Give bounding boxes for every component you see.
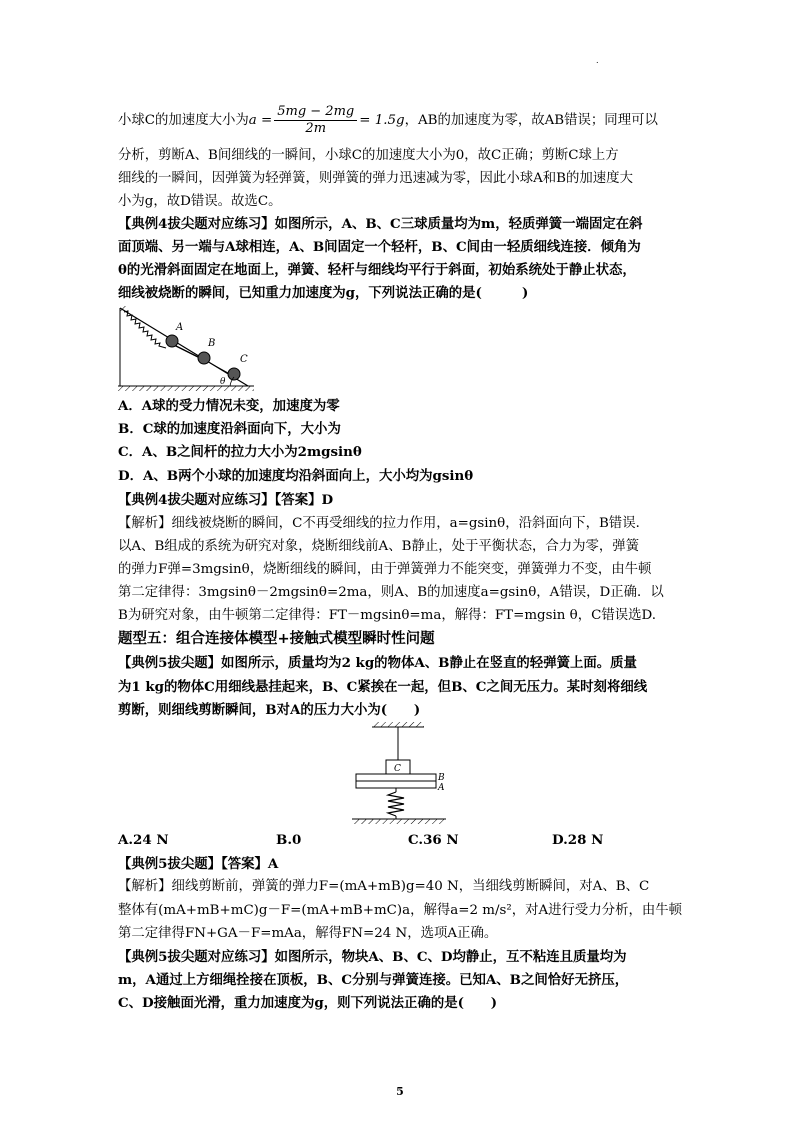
label-a: A: [176, 322, 184, 333]
analysis-line: 【解析】细线被烧断的瞬间，C不再受细线的拉力作用，a=gsinθ，沿斜面向下，B错误．: [118, 516, 649, 531]
corner-mark: .: [596, 56, 599, 65]
option-b-5: B.0: [276, 832, 302, 848]
option-a: A．A球的受力情况未变，加速度为零: [118, 398, 340, 414]
question-line: 【典例5拔尖题】如图所示，质量均为2 kg的物体A、B静止在竖直的轻弹簧上面。质量: [118, 655, 637, 671]
option-a-5: A.24 N: [118, 832, 169, 848]
option-c-5: C.36 N: [408, 832, 459, 848]
option-b: B．C球的加速度沿斜面向下，大小为: [118, 421, 341, 437]
spring-figure: [350, 722, 460, 828]
analysis-line: B为研究对象，由牛顿第二定律得：FT－mgsinθ=ma，解得：FT=mgsin θ，C错误选D.: [118, 608, 657, 623]
formula-rhs: = 1.5g: [359, 113, 405, 128]
question-line: θ的光滑斜面固定在地面上，弹簧、轻杆与细线均平行于斜面，初始系统处于静止状态，: [118, 262, 636, 278]
option-d: D．A、B两个小球的加速度均沿斜面向上，大小均为gsinθ: [118, 468, 474, 484]
text-line: 小为g，故D错误。故选C。: [118, 194, 282, 209]
solution-line-fraction: [118, 104, 658, 137]
text-line: 分析，剪断A、B间细线的一瞬间，小球C的加速度大小为0，故C正确；剪断C球上方: [118, 148, 619, 163]
question-line: 【典例4拔尖题对应练习】如图所示，A、B、C三球质量均为m，轻质弹簧一端固定在斜: [118, 216, 643, 232]
option-d-5: D.28 N: [552, 832, 604, 848]
label-c: C: [394, 764, 401, 774]
question-line: 为1 kg的物体C用细线悬挂起来，B、C紧挨在一起，但B、C之间无压力。某时刻将细线: [118, 679, 648, 695]
analysis-line: 整体有(mA+mB+mC)g－F=(mA+mB+mC)a，解得a=2 m/s²，对A进行受力分析，由牛顿: [118, 903, 683, 918]
answer-line: 【典例4拔尖题对应练习】【答案】D: [118, 492, 334, 508]
text-suffix: ，AB的加速度为零，故AB错误；同理可以: [404, 113, 658, 128]
analysis-line: 第二定律得：3mgsinθ－2mgsinθ=2ma，则A、B的加速度a=gsinθ，A错误，D正确．以: [118, 585, 664, 600]
analysis-line: 【解析】细线剪断前，弹簧的弹力F=(mA+mB)g=40 N，当细线剪断瞬间，对A、B、C: [118, 879, 650, 894]
question-line: C、D接触面光滑，重力加速度为g，则下列说法正确的是( ): [118, 995, 498, 1011]
section-heading: 题型五：组合连接体模型+接触式模型瞬时性问题: [118, 631, 435, 647]
analysis-line: 的弹力F弹=3mgsinθ，烧断细线的瞬间，由于弹簧弹力不能突变，弹簧弹力不变，由牛顿: [118, 562, 652, 577]
fraction-numerator: 5mg − 2mg: [274, 104, 357, 121]
option-c: C．A、B之间杆的拉力大小为2mgsinθ: [118, 444, 362, 460]
incline-figure: [118, 306, 258, 396]
question-line: 剪断，则细线剪断瞬间，B对A的压力大小为( ): [118, 702, 421, 718]
analysis-line: 第二定律得FN+GA－F=mAa，解得FN=24 N，选项A正确。: [118, 926, 498, 941]
text-prefix: 小球C的加速度大小为: [118, 113, 249, 128]
label-b: B: [438, 773, 445, 783]
question-line: 【典例5拔尖题对应练习】如图所示，物块A、B、C、D均静止，互不粘连且质量均为: [118, 949, 627, 965]
question-line: 细线被烧断的瞬间，已知重力加速度为g，下列说法正确的是( ): [118, 285, 529, 301]
question-line: 面顶端、另一端与A球相连，A、B间固定一个轻杆，B、C间由一轻质细线连接．倾角为: [118, 239, 641, 255]
fraction: [274, 104, 357, 137]
label-a: A: [438, 783, 445, 793]
fraction-denominator: 2m: [305, 121, 327, 136]
answer-line: 【典例5拔尖题】【答案】A: [118, 856, 279, 872]
label-b: B: [208, 338, 216, 349]
formula-lhs: a =: [248, 113, 273, 128]
label-c: C: [240, 354, 248, 365]
question-line: m，A通过上方细绳拴接在顶板，B、C分别与弹簧连接。已知A、B之间恰好无挤压，: [118, 972, 629, 988]
analysis-line: 以A、B组成的系统为研究对象，烧断细线前A、B静止，处于平衡状态，合力为零，弹簧: [118, 539, 640, 554]
label-theta: θ: [220, 377, 226, 387]
text-line: 细线的一瞬间，因弹簧为轻弹簧，则弹簧的弹力迅速减为零，因此小球A和B的加速度大: [118, 171, 633, 186]
page-number: 5: [396, 1085, 404, 1098]
